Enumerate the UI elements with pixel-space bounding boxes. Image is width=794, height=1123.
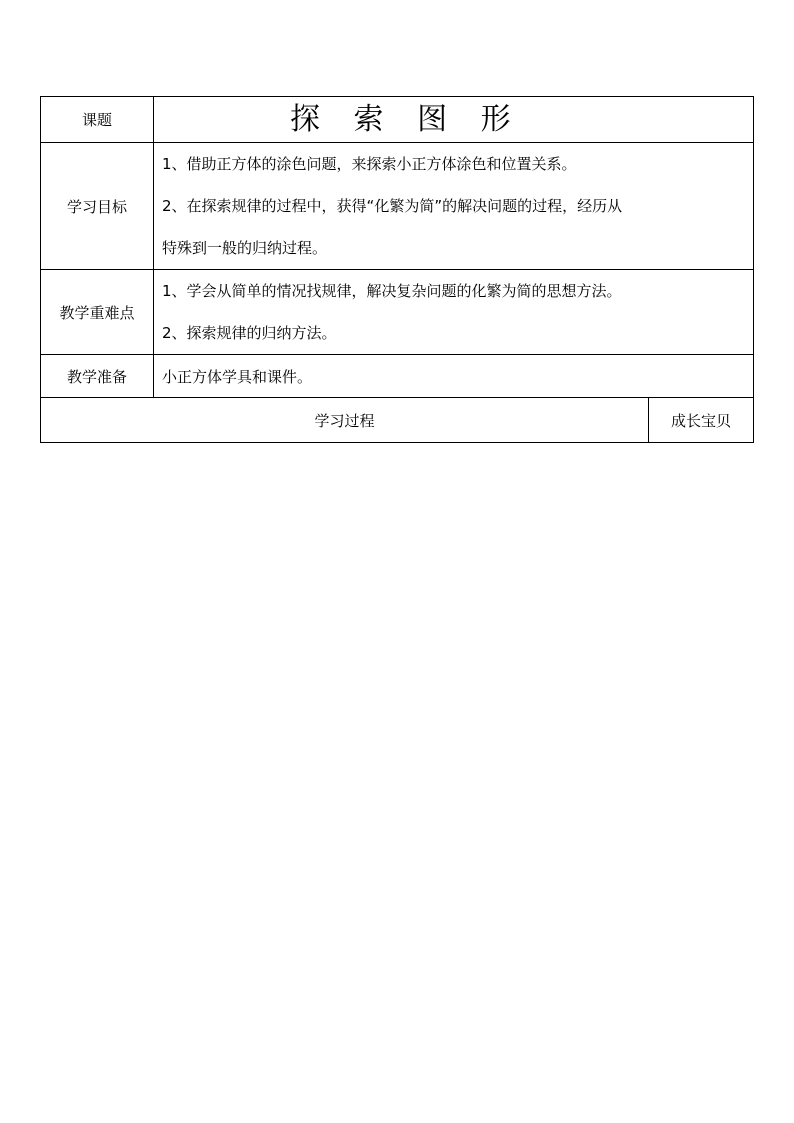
topic-label: 课题: [41, 97, 154, 143]
goals-row: [41, 143, 754, 270]
goal-item-1: 1、借助正方体的涂色问题，来探索小正方体涂色和位置关系。: [162, 155, 577, 173]
topic-title: 探 索 图 形: [290, 101, 523, 137]
lesson-plan-table: [40, 96, 754, 443]
key-points-row: [41, 270, 754, 355]
key-point-item-2: 2、探索规律的归纳方法。: [162, 324, 337, 342]
prep-row: [41, 355, 754, 398]
growth-label: 成长宝贝: [649, 398, 754, 443]
goal-item-2: 2、在探索规律的过程中，获得“化繁为简”的解决问题的过程，经历从: [162, 197, 623, 215]
key-point-item-1: 1、学会从简单的情况找规律，解决复杂问题的化繁为简的思想方法。: [162, 282, 622, 300]
topic-row: [41, 97, 754, 143]
prep-label: 教学准备: [41, 355, 154, 398]
process-row: [41, 398, 754, 443]
topic-title-cell: [154, 97, 754, 143]
key-points-content: [154, 270, 754, 355]
goals-label: 学习目标: [41, 143, 154, 270]
process-label: 学习过程: [41, 398, 649, 443]
prep-content: 小正方体学具和课件。: [154, 355, 754, 398]
key-points-label: 教学重难点: [41, 270, 154, 355]
goal-item-2-cont: 特殊到一般的归纳过程。: [162, 239, 328, 257]
goals-content: [154, 143, 754, 270]
